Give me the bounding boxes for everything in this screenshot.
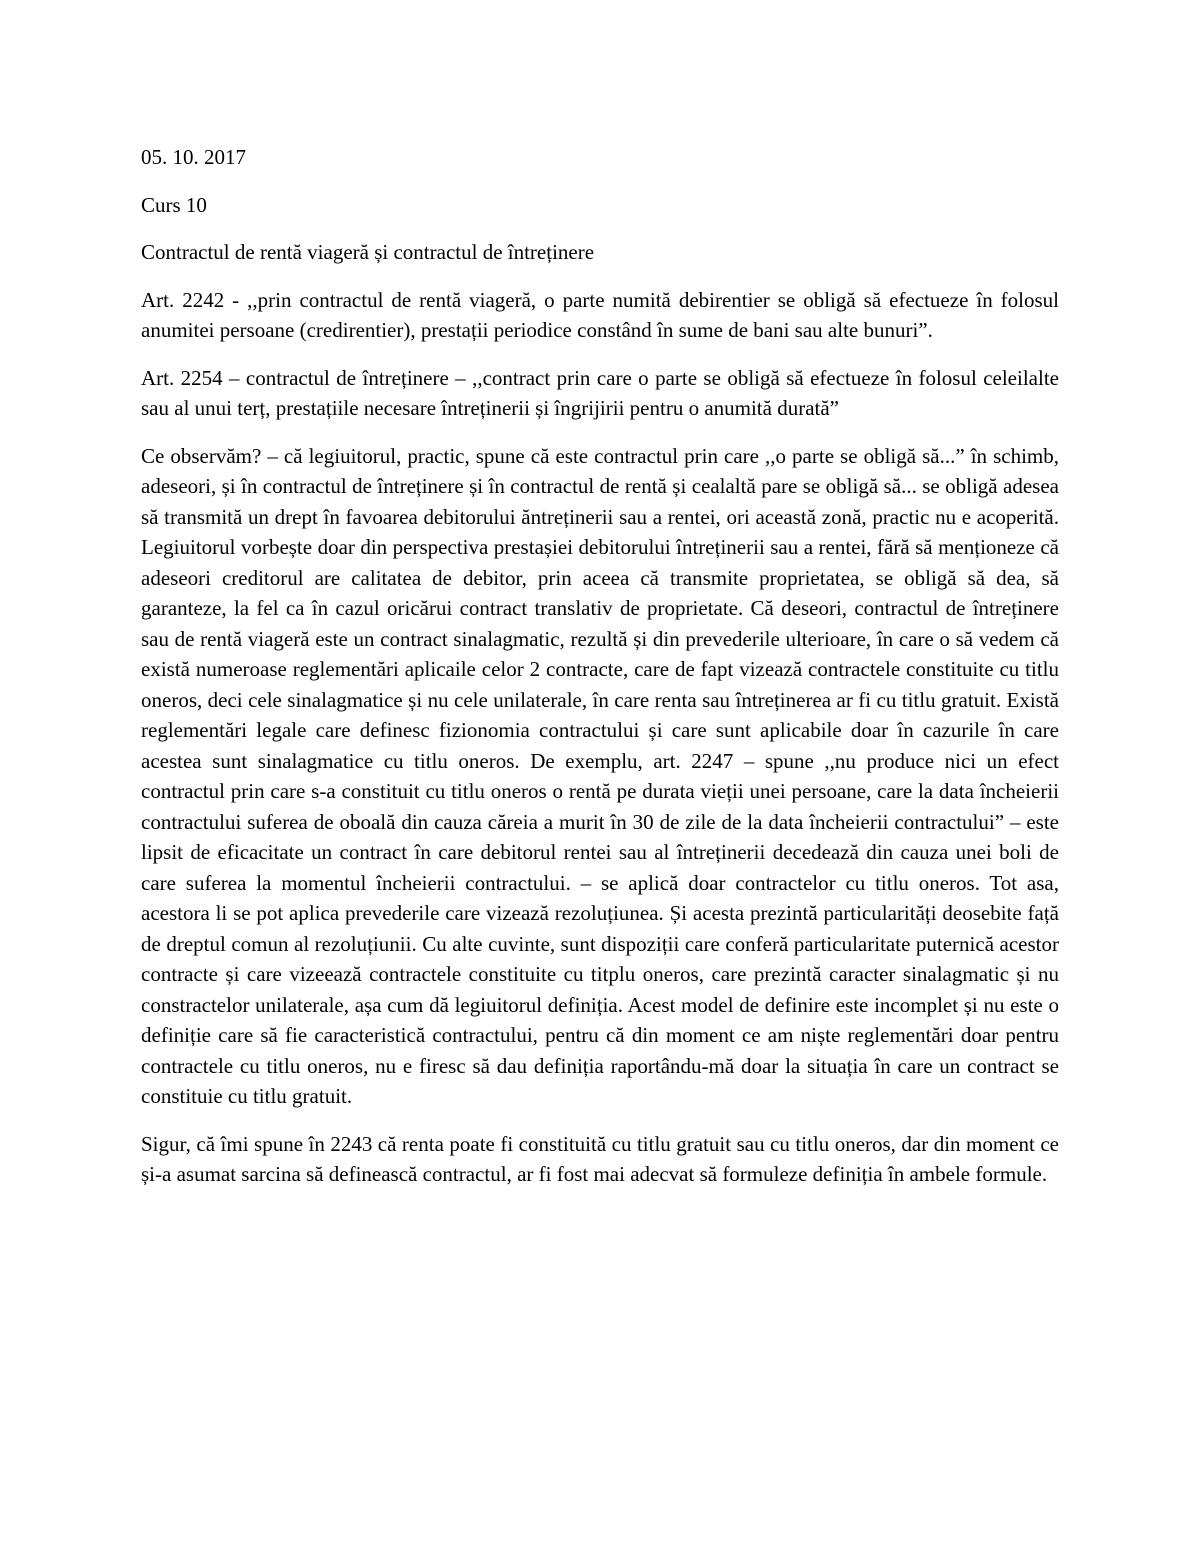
paragraph-art-2243: Sigur, că îmi spune în 2243 că renta poate fi constituită cu titlu gratuit sau cu titlu oneros, dar din moment ce și-a asumat sarcina să definească contractul, ar fi fost mai adecvat să formuleze definiția în ambele formule. — [141, 1131, 1059, 1186]
paragraph-observations: Ce observăm? – că legiuitorul, practic, spune că este contractul prin care ,,o parte se obligă să...” în schimb, adeseori, și în contractul de întreținere și în contractul de rentă și cealaltă pare se obligă să... se obligă adesea să transmită un drept în favoarea debitorului ăntreținerii sau a rentei, ori această zonă, practic nu e acoperită. Legiuitorul vorbește doar din perspectiva prestașiei debitorului întreținerii sau a rentei, fără să menționeze că adeseori creditorul are calitatea de debitor, prin aceea că transmite proprietatea, se obligă să dea, să garanteze, la fel ca în cazul oricărui contract translativ de proprietate. Că deseori, contractul de întreținere sau de rentă viageră este un contract sinalagmatic, rezultă și din prevederile ulterioare, în care o să vedem că există numeroase reglementări aplicaile celor 2 contracte, care de fapt vizează contractele constituite cu titlu oneros, deci cele sinalagmatice și nu cele unilaterale, în care renta sau întreținerea ar fi cu titlu gratuit. Există reglementări legale care definesc fizionomia contractului și care sunt aplicabile doar în cazurile în care acestea sunt sinalagmatice cu titlu oneros. De exemplu, art. 2247 – spune ,,nu produce nici un efect contractul prin care s-a constituit cu titlu oneros o rentă pe durata vieții unei persoane, care la data încheierii contractului suferea de oboală din cauza căreia a murit în 30 de zile de la data încheierii contractului” – este lipsit de eficacitate un contract în care debitorul rentei sau al întreținerii decedează din cauza unei boli de care suferea la momentul încheierii contractului. – se aplică doar contractelor cu titlu oneros. Tot asa, acestora li se pot aplica prevederile care vizează rezoluțiunea. Și acesta prezintă particularități deosebite față de dreptul comun al rezoluțiunii. Cu alte cuvinte, sunt dispoziții care conferă particularitate puternică acestor contracte și care vizeează contractele constituite cu titplu oneros, care prezintă caracter sinalagmatic și nu constractelor unilaterale, așa cum dă legiuitorul definiția. Acest model de definire este incomplet și nu este o definiție care să fie caracteristică contractului, pentru că din moment ce am niște reglementări doar pentru contractele cu titlu oneros, nu e firesc să dau definiția raportându-mă doar la situația în care un contract se constituie cu titlu gratuit. — [141, 443, 1059, 1108]
course-title: Curs 10 — [141, 192, 207, 217]
subject-heading: Contractul de rentă viageră și contractul de întreținere — [141, 240, 595, 264]
paragraph-art-2254: Art. 2254 – contractul de întreținere – ,,contract prin care o parte se obligă să efectueze în folosul celeilalte sau al unui terț, prestațiile necesare întreținerii și îngrijirii pentru o anumită durată” — [141, 365, 1059, 420]
paragraph-art-2242: Art. 2242 - ,,prin contractul de rentă viageră, o parte numită debirentier se obligă să efectueze în folosul anumitei persoane (credirentier), prestații periodice constând în sume de bani sau alte bunuri”. — [141, 287, 1059, 342]
document-date: 05. 10. 2017 — [141, 145, 246, 169]
